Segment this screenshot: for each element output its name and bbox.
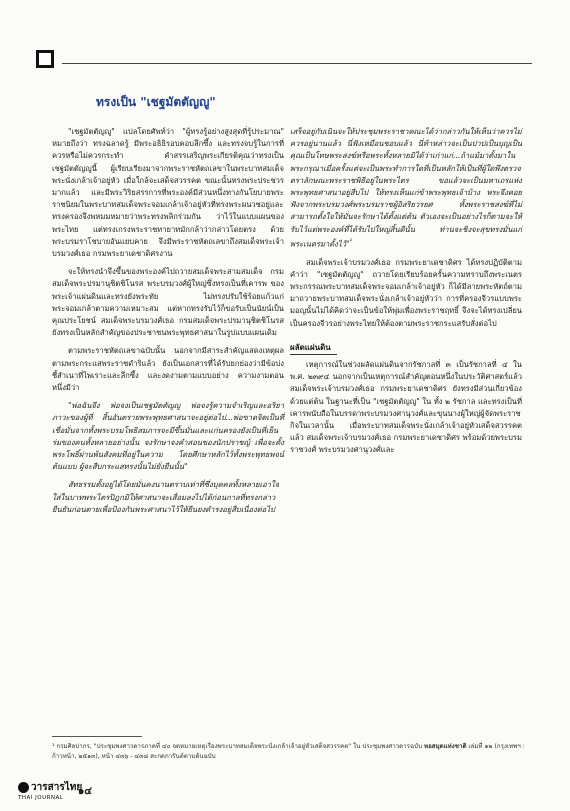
right-quote-continued (290, 126, 522, 251)
footnote-bold-title: หอสมุดแห่งชาติ (424, 743, 467, 750)
footnote-reference[interactable]: ¹ (349, 237, 352, 245)
right-column (290, 126, 522, 463)
left-paragraph-1: "เชฐมัตตัญญู" แปลโดยศัพท์ว่า "ผู้ทรงรู้อย่างสูงสุดที่รู้ประมาณ" หมายถึงว่า ทรงฉลาดรู้ มีพระอธิธิรอบคอบลึกซึ้ง และทรงจบรู้ในการที่ควรหรือไม่ควรกระทำ คำสรรเสริญพระเกียรติคุณว่าทรงเป็นเชฐมัตตัญญูนี้ ผู้เรียบเรียงมาจากพระราชหัตถเลขาในพระบาทสมเด็จพระนั่งเกล้าเจ้าอยู่หัว เมื่อใกล้จะเสด็จสวรรคต ขณะนั้นทรงพระประชวรมากแล้ว และมีพระวิริยสรรการที่พระองค์มีส่วนหนึ่งทางกันโยบายพระราชนิยมในพระบาทสมเด็จพระจอมเกล้าเจ้าอยู่หัวที่ทรงพระผนวชอยู่และทรงครองจึงพหมมหมายว่าพระทรงพลิกร่วมกัน ว่าไว้ในแบบแผนของพระไทย แต่ทรงเกรงพระราชทายาทมักกล้าว่ากล่าวโดยตรง ด้วยพระบรมราโชบายอันแยบคาย จึงมีพระราชหัตถเลขาถึงสมเด็จพระเจ้าบรมวงศ์เธอ กรมพระยาเดชาดิศรงาน (52, 127, 284, 259)
corner-ornament (36, 50, 54, 68)
left-column (52, 126, 284, 522)
left-paragraph-2: จะให้ทรงนำจึงขึ้นของพระองค์ไปถวายสมเด็จพระสามสมเด็จ กรมสมเด็จพระปรมานุชิตชิโนรส พระบรมวงศ์ผู้ใหญ่ซึ่งทรงเป็นที่เคารพ ของพระเจ้าแผ่นดินและทรงยังพระทัย ไม่ทรงปรับใช้ร้อยแก้วแก่พระจอมเกล้าตามความเหมาะสม แต่หากทรงรับไว้ก็ขอรับเป็นนัยน์เป็นคุณประโยชน์ สมเด็จพระบรมวงศ์เธอ กรมสมเด็จพระปรมานุชิตชิโนรส ยังทรงเป็นหลักสำคัญของประชาชนพระพุทธศาสนาในรูปแบบแผนเดิม (52, 267, 284, 338)
page-number: ๑๔ (78, 786, 92, 797)
journal-brand-sub: THAI JOURNAL (18, 795, 64, 801)
footnote (52, 742, 532, 762)
journal-logo (18, 780, 82, 801)
footnote-rule (52, 736, 142, 737)
left-quote-tail: สัทธรรมตั้งอยู่ได้โดยมั่นคงนานตราบเท่าที่ซึ่งบุคคลทั้งหลายเอาใจใส่ในบาทพระไตรปิฎกมิให้ศาสนาจะเสื่อมลงไปได้ก่อนกาลที่ทรงกล่าวยืนยันก่อนตายเพื่อป้องกันพระศาสนาไว้ให้ยืนยงดำรงอยู่สืบเนื่องต่อไป (52, 480, 280, 514)
top-rule (62, 63, 532, 64)
page-title: ทรงเป็น "เชฐมัตตัญญู" (96, 95, 216, 109)
footnote-text: ¹ กรมศิลปากร, "ประชุมพงศาวดารภาคที่ ๔๐ จดหมายเหตุเรื่องพระบาทสมเด็จพระนั่งเกล้าเจ้าอยู่หัวเสด็จสวรรคต" ใน ประชุมพงศาวดารฉบับ (52, 743, 423, 750)
right-quote-text: เสร็จอยู่กับเนินจะให้ประชุมพระราชาคณะได้ว่ากล่าวกันให้เห็นว่าควรไม่ควรอยู่นานแล้ว นี่ฟังเหมือนชอบแล้ว นี่ท้าหล่าวจะเป็นปาปเป็นบุญเป็นคุณเป็นโทษพระสงฆ์หรือพระทั้งหลายมิได้ว่าเก่าแก่...ถ้าแม้มาตั้งมาในพระกรุณาเมื่อครั้งแต่จะเป็นพระทำการใดที่เป็นหลักให้เป็นที่ผู้ใดพึงตรวจตราลักษณะพระราชพิธีอยู่ในพระไตร ขอแล้วจะเป็นมหาเถรแห่งพระพุทธศาสนาอยู่สืบไป ให้ทรงเห็นแก่ข้าพระพุทธเจ้าบ้าง พระจึงคอยฟังจากพระบรมวงศ์พระบรมราชผู้อิสริยวรยศ ทั้งพระราชสงฆ์ที่ไม่สามารถตั้งใจให้มั่นจะรักษาได้ตั้งแต่ต้น ตัวเองจะเป็นอย่างไรก็ตามจะให้รับไว้แด่พระองค์ที่ได้รับไปใหญ่สิ้นดีนั้น ท่านจะชิงจะสุขทรงมั่นแก่พระเนตรมาตั้งไว้" (290, 127, 522, 249)
section-subheading: ผลัดแผ่นดิน (290, 342, 337, 355)
left-quote: "พ่อฉันจึง พ่อจงเป็นเชฐมัตตัญญู พ่อจงรู้ความจำเริญและอริยาภาวะของผู้ที่ สิ้นอันตรายพระพุทธศาสนาจะอยู่ต่อไป...พ่อขาดจิตเป็นที่เชื่อมั่นจากทั้งพระบรมโพธิสมภารจะมีขึ้นมั่นและแก่นครองยังเป็นที่เย็นร่มของคนทั้งหลายอย่างนั้น จงรักษาจงคำสอนของนักปราชญ์ เพื่อจะตั้งพระโพธิ์ผ่านพ้นสังคมที่อยู่ในความ โดยศึกษาหลักไว้ทั้งพระพุทธพจน์ต้นแบบ ผู้จะสืบกระแสทรงนั้นไม่ยั่งยืนนั้น" (52, 401, 284, 472)
right-paragraph-3: เหตุการณ์ในช่วงผลัดแผ่นดินจากรัชกาลที่ ๓ เป็นรัชกาลที่ ๔ ใน พ.ศ. ๒๓๙๔ นอกจากเป็นเหตุการณ์สำคัญตอนหนึ่งในประวัติศาสตร์แล้ว สมเด็จพระเจ้าบรมวงศ์เธอ กรมพระยาเดชาดิศร ยังทรงมีส่วนเกี่ยวข้องด้วยแต่ต้น ในฐานะที่เป็น "เชฐมัตตัญญู" ใน ทั้ง ๒ รัชกาล และทรงเป็นที่เคารพนับถือในบรรดาพระบรมวงศานุวงศ์และขุนนางผู้ใหญ่ผู้จัดพระราชกิจในเวลานั้น เมื่อพระบาทสมเด็จพระนั่งเกล้าเจ้าอยู่หัวเสด็จสวรรคตแล้ว สมเด็จพระเจ้าบรมวงศ์เธอ กรมพระยาเดชาดิศร พร้อมด้วยพระบรมราชวงศ์ พระบรมวงศานุวงศ์และ (290, 359, 522, 455)
logo-mark-icon (18, 782, 29, 793)
left-paragraph-3: ตามพระราชหัตถเลขาฉบับนั้น นอกจากมีสาระสำคัญแสดงเหตุผลตามพระกระแสพระราชดำริแล้ว ยังเป็นเอกสารที่ได้รับยกย่องว่ามีข้อบ่งชี้สำเนาที่ไพเราะและลึกซึ้ง และงดงามตามแบบอย่าง ความงามตอนหนึ่งมีว่า (52, 346, 284, 393)
journal-brand: วารสารไทย (31, 782, 83, 793)
footnote-rest: เล่มที่ ๑๒ (กรุงเทพฯ : ก้าวหน้า, ๒๕๑๓), หน้า ๔๓๖ - ๔๓๘ สะกดการันต์ตามต้นฉบับ (52, 743, 525, 760)
right-paragraph-2: สมเด็จพระเจ้าบรมวงศ์เธอ กรมพระยาเดชาดิศร ได้ทรงปฏิบัติตามคำว่า "เชฐมัตตัญญู" ถวายโดยเรียบร้อยครั้นความทราบถึงพระเนตรพระกรรณพระบาทสมเด็จพระจอมเกล้าเจ้าอยู่หัว ก็ได้มีลายพระหัตถ์ตามมาถวายพระบาทสมเด็จพระนั่งเกล้าเจ้าอยู่หัวว่า การที่ครองจีวรแบบพระมอญนั้นไม่ได้คิดว่าจะเป็นข้อให้พุ่มเพื่องพระราชฤทธิ์ จึงจะได้ทรงเปลี่ยนเป็นครองจีวรอย่างพระไทยให้ต้องตามพระราชกระแสรับสั่งต่อไป (290, 257, 522, 328)
